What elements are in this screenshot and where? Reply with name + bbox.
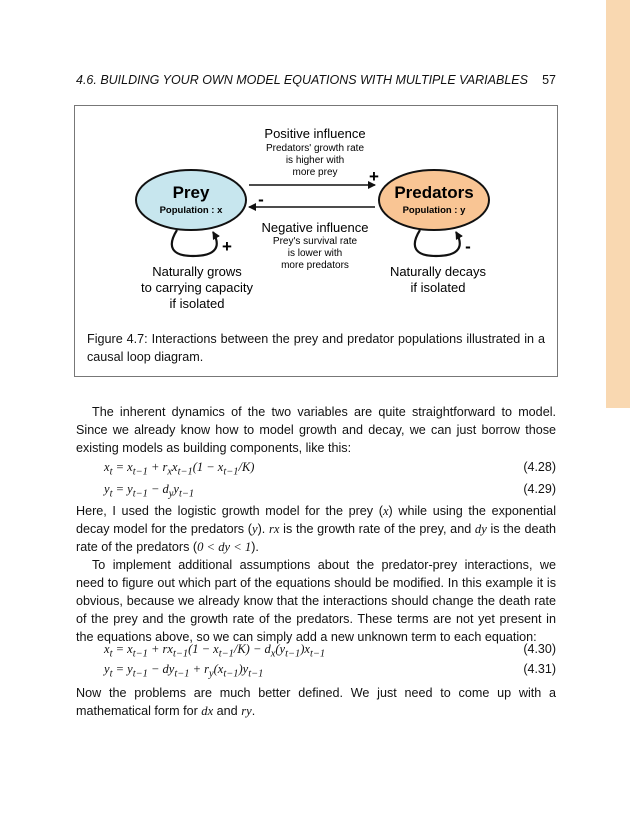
prey-loop-line-3: if isolated [169,296,225,311]
chapter-side-tab [606,0,630,408]
p2-text-f: ). [251,540,259,554]
p4-text-c: . [251,704,256,718]
positive-influence-line-3: more prey [292,167,338,178]
p2-text-b: ) while using the exponential decay model for the predators ( [76,504,556,536]
negative-influence-line-2: is lower with [287,248,343,259]
prey-loop-line-2: to carrying capacity [141,280,253,295]
predator-self-loop-arrow [415,230,460,256]
equation-number-4-30: (4.30) [523,642,556,656]
paragraph-4 [76,684,556,720]
prey-self-loop-arrow [172,230,217,256]
causal-loop-diagram [75,106,557,326]
equation-number-4-28: (4.28) [523,460,556,474]
paragraph-2 [76,502,556,556]
prey-loop-line-1: Naturally grows [152,264,242,279]
page-number: 57 [542,73,556,87]
p2-var-rx: rx [268,522,280,536]
prey-population-label: Population : x [159,205,223,216]
positive-influence-line-2: is higher with [285,155,345,166]
predator-loop-sign: - [465,237,471,256]
p2-text-e: is the death rate of the predators ( [76,522,556,554]
prey-label: Prey [172,183,210,202]
predator-loop-line-2: if isolated [410,280,466,295]
p2-var-y: y [251,522,258,536]
equation-4-31: $y_t = y_{t-1} - dy_{t-1} + r_y(x_{t-1})y_{t-1}$ [104,662,264,680]
p2-text-d: is the growth rate of the prey, and [279,522,475,536]
p2-var-dy: dy [474,522,487,536]
prey-loop-sign: + [222,237,232,256]
section-title: 4.6. BUILDING YOUR OWN MODEL EQUATIONS WITH MULTIPLE VARIABLES [76,73,528,87]
equation-number-4-31: (4.31) [523,662,556,676]
predators-label: Predators [394,183,474,202]
p2-text-c: ). [257,522,269,536]
positive-sign: + [369,167,379,186]
p4-var-ry: ry [241,704,252,718]
running-head [76,73,556,87]
equation-4-29: $y_t = y_{t-1} - d_yy_{t-1}$ [104,482,195,500]
equation-number-4-29: (4.29) [523,482,556,496]
equation-4-28: $x_t = x_{t-1} + r_xx_{t-1}(1 - x_{t-1}/K)$ [104,460,255,478]
p4-var-dx: dx [201,704,214,718]
p2-var-x: x [382,504,389,518]
figure-4-7 [74,105,558,377]
negative-influence-line-1: Prey's survival rate [272,236,358,247]
equation-4-30: $x_t = x_{t-1} + rx_{t-1}(1 - x_{t-1}/K) - d_x(y_{t-1})x_{t-1}$ [104,642,326,660]
paragraph-1: The inherent dynamics of the two variables are quite straightforward to model. Since we already know how to model growth and decay, we can just borrow those existing models as building components, like this: [76,405,556,455]
p4-text-a: Now the problems are much better defined. We just need to come up with a mathematical form for [76,686,556,718]
p2-text-a: Here, I used the logistic growth model for the prey ( [76,504,383,518]
negative-influence-line-3: more predators [281,260,349,271]
predators-population-label: Population : y [402,205,466,216]
negative-sign: - [258,190,264,209]
predator-loop-line-1: Naturally decays [389,264,487,279]
p2-inequality: 0 < dy < 1 [197,540,252,554]
negative-influence-title: Negative influence [261,220,369,235]
p4-text-b: and [213,704,242,718]
positive-influence-title: Positive influence [264,126,366,141]
paragraph-3: To implement additional assumptions about the predator-prey interactions, we need to figure out which part of the equations should be modified. In this example it is obvious, because we already know that the interactions should change the death rate of the prey and the growth rate of the predators. These terms are not yet present in the equations above, so we can simply add a new unknown term to each equation: [76,558,556,644]
figure-caption: Figure 4.7: Interactions between the prey and predator populations illustrated in a causal loop diagram. [87,332,545,364]
positive-influence-line-1: Predators' growth rate [265,143,365,154]
